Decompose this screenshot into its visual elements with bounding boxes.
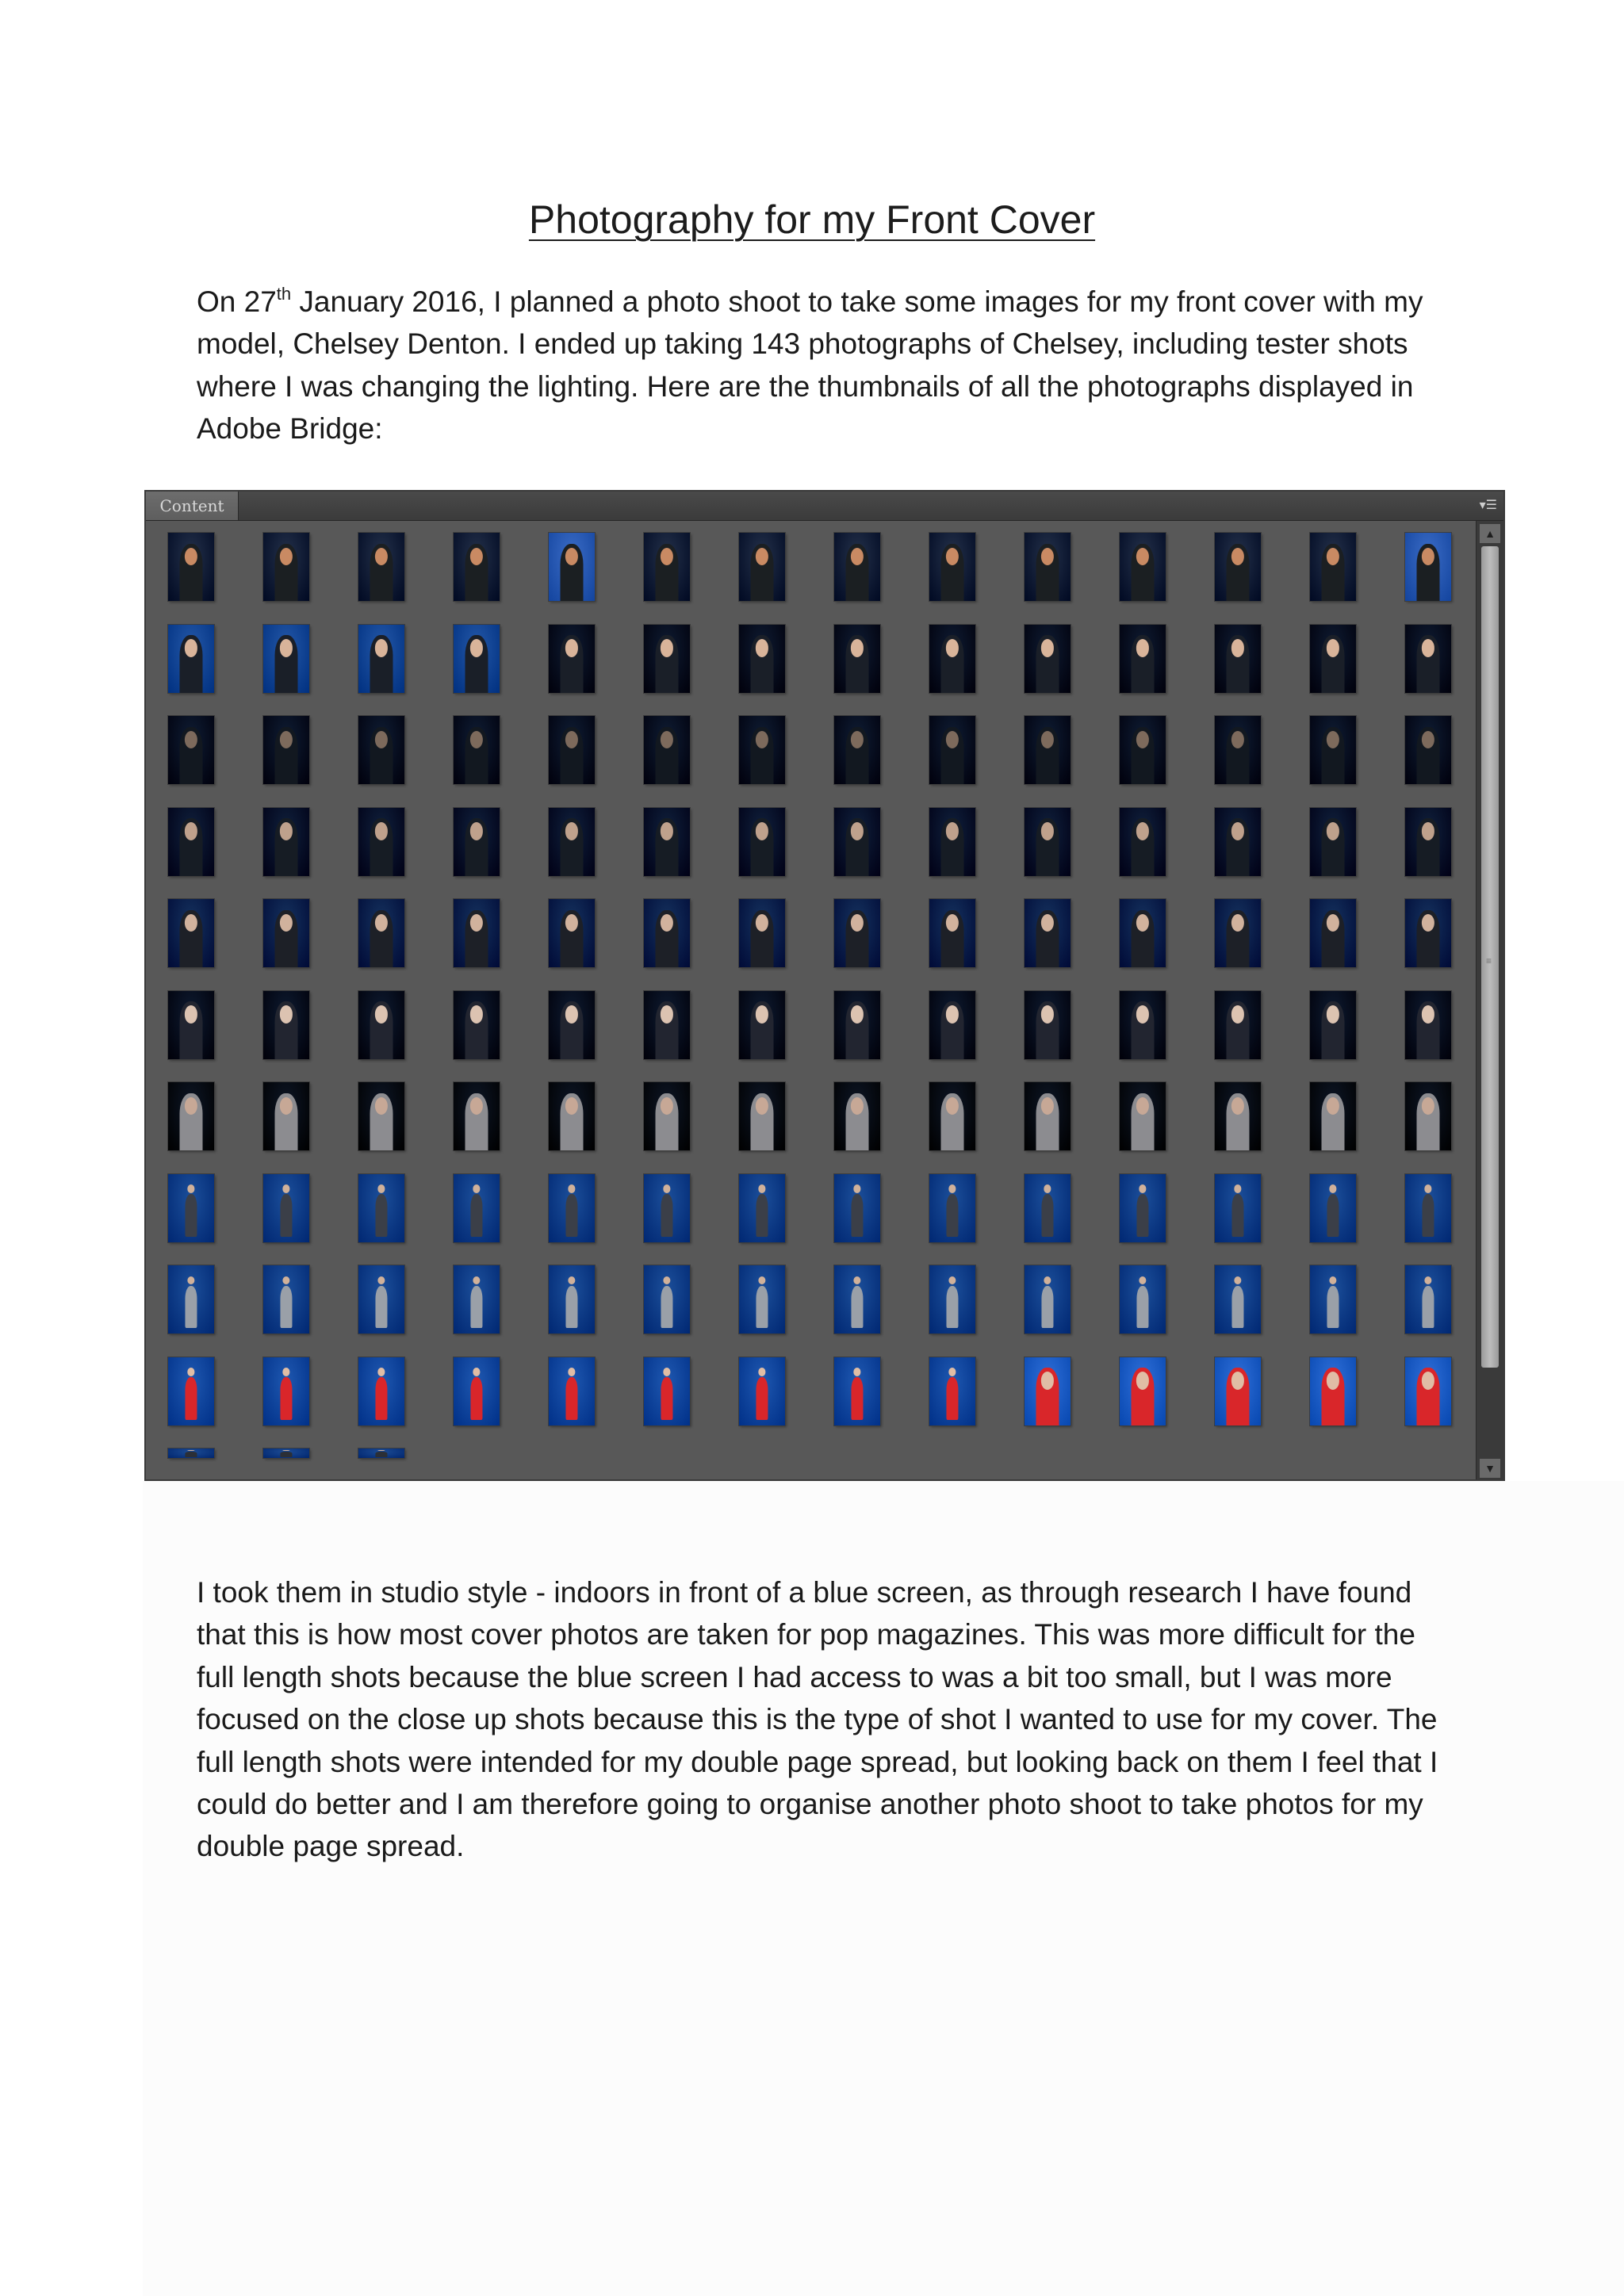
model-face <box>473 1368 480 1376</box>
photo-thumbnail[interactable] <box>1025 1082 1071 1150</box>
photo-thumbnail[interactable] <box>358 1082 404 1150</box>
photo-thumbnail[interactable] <box>454 533 500 601</box>
photo-thumbnail[interactable] <box>1025 899 1071 967</box>
photo-thumbnail[interactable] <box>168 991 214 1059</box>
photo-thumbnail[interactable] <box>1405 1357 1451 1425</box>
photo-thumbnail[interactable] <box>358 625 404 693</box>
model-figure <box>470 1194 482 1236</box>
photo-thumbnail[interactable] <box>1405 716 1451 784</box>
model-face <box>758 1276 765 1284</box>
photo-thumbnail[interactable] <box>834 808 880 876</box>
photo-thumbnail[interactable] <box>929 899 975 967</box>
photo-thumbnail[interactable] <box>263 533 309 601</box>
model-figure <box>565 1286 577 1328</box>
model-figure <box>185 1286 197 1328</box>
model-figure <box>280 1194 292 1236</box>
photo-thumbnail[interactable] <box>1120 533 1166 601</box>
photo-thumbnail[interactable] <box>1215 716 1261 784</box>
photo-thumbnail[interactable] <box>358 808 404 876</box>
model-face <box>1234 1276 1241 1284</box>
photo-thumbnail[interactable] <box>1120 625 1166 693</box>
photo-thumbnail[interactable] <box>644 1265 690 1334</box>
photo-thumbnail[interactable] <box>739 716 785 784</box>
model-figure <box>851 1377 863 1419</box>
photo-thumbnail[interactable] <box>1215 991 1261 1059</box>
model-figure <box>375 1286 387 1328</box>
photo-thumbnail[interactable] <box>1310 1265 1356 1334</box>
photo-thumbnail[interactable] <box>739 1082 785 1150</box>
photo-thumbnail[interactable] <box>739 625 785 693</box>
model-figure <box>1422 1194 1434 1236</box>
photo-thumbnail[interactable] <box>1025 625 1071 693</box>
model-face <box>1424 1184 1431 1192</box>
model-face <box>473 1276 480 1284</box>
model-figure <box>1231 1194 1243 1236</box>
photo-thumbnail[interactable] <box>834 1082 880 1150</box>
photo-thumbnail[interactable] <box>549 1174 595 1242</box>
model-figure <box>756 1286 768 1328</box>
photo-thumbnail[interactable] <box>834 899 880 967</box>
photo-thumbnail[interactable] <box>644 899 690 967</box>
photo-thumbnail[interactable] <box>263 1265 309 1334</box>
photo-thumbnail[interactable] <box>1215 1174 1261 1242</box>
model-face <box>377 1184 385 1192</box>
photo-thumbnail[interactable] <box>454 1082 500 1150</box>
photo-thumbnail[interactable] <box>168 1448 214 1458</box>
photo-thumbnail[interactable] <box>454 1265 500 1334</box>
photo-thumbnail[interactable] <box>1120 1174 1166 1242</box>
photo-thumbnail[interactable] <box>1405 1174 1451 1242</box>
model-face <box>948 1368 956 1376</box>
model-face <box>568 1368 575 1376</box>
model-face <box>758 1184 765 1192</box>
photo-thumbnail[interactable] <box>644 625 690 693</box>
model-face <box>853 1276 860 1284</box>
model-face <box>377 1368 385 1376</box>
photo-thumbnail[interactable] <box>549 991 595 1059</box>
photo-thumbnail[interactable] <box>168 1357 214 1425</box>
photo-thumbnail[interactable] <box>263 1082 309 1150</box>
photo-thumbnail[interactable] <box>454 899 500 967</box>
photo-thumbnail[interactable] <box>1405 1082 1451 1150</box>
photo-thumbnail[interactable] <box>929 625 975 693</box>
scrollbar-thumb[interactable] <box>1481 546 1499 1368</box>
photo-thumbnail[interactable] <box>739 533 785 601</box>
photo-thumbnail[interactable] <box>549 533 595 601</box>
photo-thumbnail[interactable] <box>1215 533 1261 601</box>
model-figure <box>1327 1194 1339 1236</box>
photo-thumbnail[interactable] <box>834 533 880 601</box>
photo-thumbnail[interactable] <box>358 991 404 1059</box>
model-figure <box>661 1194 672 1236</box>
photo-thumbnail[interactable] <box>454 625 500 693</box>
photo-thumbnail[interactable] <box>549 1082 595 1150</box>
model-figure <box>851 1286 863 1328</box>
photo-thumbnail[interactable] <box>929 716 975 784</box>
photo-thumbnail[interactable] <box>168 1174 214 1242</box>
photo-thumbnail[interactable] <box>739 991 785 1059</box>
photo-thumbnail[interactable] <box>454 1357 500 1425</box>
model-figure <box>185 1452 197 1457</box>
model-face <box>663 1276 670 1284</box>
model-figure <box>375 1452 387 1457</box>
photo-thumbnail[interactable] <box>1215 899 1261 967</box>
photo-thumbnail[interactable] <box>644 1082 690 1150</box>
photo-thumbnail[interactable] <box>1215 1357 1261 1425</box>
model-figure <box>1136 1194 1148 1236</box>
photo-thumbnail[interactable] <box>1310 991 1356 1059</box>
model-figure <box>1231 1286 1243 1328</box>
model-face <box>1139 1276 1146 1284</box>
model-figure <box>280 1377 292 1419</box>
photo-thumbnail[interactable] <box>1025 808 1071 876</box>
model-face <box>568 1184 575 1192</box>
photo-thumbnail[interactable] <box>1405 533 1451 601</box>
model-figure <box>756 1377 768 1419</box>
photo-thumbnail[interactable] <box>263 625 309 693</box>
scroll-up-arrow-icon[interactable]: ▲ <box>1480 524 1500 543</box>
photo-thumbnail[interactable] <box>1215 1265 1261 1334</box>
model-face <box>853 1184 860 1192</box>
intro-superscript: th <box>276 283 292 304</box>
photo-thumbnail[interactable] <box>644 808 690 876</box>
photo-thumbnail[interactable] <box>1405 991 1451 1059</box>
photo-thumbnail[interactable] <box>1310 808 1356 876</box>
photo-thumbnail[interactable] <box>1025 991 1071 1059</box>
photo-thumbnail[interactable] <box>549 716 595 784</box>
photo-thumbnail[interactable] <box>1120 1357 1166 1425</box>
model-figure <box>946 1286 958 1328</box>
photo-thumbnail[interactable] <box>1310 533 1356 601</box>
model-figure <box>470 1377 482 1419</box>
photo-thumbnail[interactable] <box>1120 808 1166 876</box>
scroll-down-arrow-icon[interactable]: ▼ <box>1480 1459 1500 1478</box>
photo-thumbnail[interactable] <box>929 1357 975 1425</box>
photo-thumbnail[interactable] <box>644 991 690 1059</box>
photo-thumbnail[interactable] <box>454 716 500 784</box>
photo-thumbnail[interactable] <box>929 533 975 601</box>
model-face <box>187 1184 194 1192</box>
model-face <box>282 1276 289 1284</box>
photo-thumbnail[interactable] <box>1025 533 1071 601</box>
photo-thumbnail[interactable] <box>1310 1174 1356 1242</box>
photo-thumbnail[interactable] <box>263 991 309 1059</box>
photo-thumbnail[interactable] <box>1215 1082 1261 1150</box>
photo-thumbnail[interactable] <box>358 899 404 967</box>
photo-thumbnail[interactable] <box>263 1448 309 1458</box>
photo-thumbnail[interactable] <box>454 1174 500 1242</box>
photo-thumbnail[interactable] <box>168 899 214 967</box>
photo-thumbnail[interactable] <box>263 1357 309 1425</box>
intro-text-start: On 27 <box>197 285 277 318</box>
photo-thumbnail[interactable] <box>1120 991 1166 1059</box>
photo-thumbnail[interactable] <box>929 1082 975 1150</box>
photo-thumbnail[interactable] <box>1405 1265 1451 1334</box>
model-face <box>1139 1184 1146 1192</box>
photo-thumbnail[interactable] <box>739 1265 785 1334</box>
thumbnail-grid <box>146 521 1478 1481</box>
photo-thumbnail[interactable] <box>1310 899 1356 967</box>
photo-thumbnail[interactable] <box>1120 1265 1166 1334</box>
photo-thumbnail[interactable] <box>1120 716 1166 784</box>
intro-text-rest: January 2016, I planned a photo shoot to take some images for my front cover with my model, Chelsey Denton. I ended up taking 143 photographs of Chelsey, including tester shots where I was changing the lighting. Here are the thumbnails of all the photographs displayed in Adobe Bridge: <box>197 285 1423 446</box>
intro-paragraph <box>197 281 1450 450</box>
photo-thumbnail[interactable] <box>358 716 404 784</box>
panel-header <box>146 492 1503 521</box>
model-face <box>948 1276 956 1284</box>
model-figure <box>1041 1194 1053 1236</box>
model-face <box>568 1276 575 1284</box>
model-face <box>758 1368 765 1376</box>
model-face <box>1424 1276 1431 1284</box>
photo-thumbnail[interactable] <box>168 808 214 876</box>
photo-thumbnail[interactable] <box>168 533 214 601</box>
grip-icon: ≡ <box>1486 955 1492 966</box>
model-figure <box>280 1286 292 1328</box>
model-figure <box>565 1377 577 1419</box>
model-figure <box>851 1194 863 1236</box>
photo-thumbnail[interactable] <box>644 1174 690 1242</box>
photo-thumbnail[interactable] <box>929 808 975 876</box>
photo-thumbnail[interactable] <box>358 1174 404 1242</box>
photo-thumbnail[interactable] <box>263 899 309 967</box>
photo-thumbnail[interactable] <box>1310 1357 1356 1425</box>
tab-content[interactable]: Content <box>146 492 239 520</box>
photo-thumbnail[interactable] <box>1025 716 1071 784</box>
model-face <box>663 1368 670 1376</box>
photo-thumbnail[interactable] <box>834 625 880 693</box>
photo-thumbnail[interactable] <box>1310 716 1356 784</box>
adobe-bridge-content-panel <box>144 490 1505 1481</box>
photo-thumbnail[interactable] <box>454 808 500 876</box>
photo-thumbnail[interactable] <box>549 625 595 693</box>
model-face <box>282 1368 289 1376</box>
page-title: Photography for my Front Cover <box>528 197 1096 242</box>
photo-thumbnail[interactable] <box>1120 899 1166 967</box>
photo-thumbnail[interactable] <box>1215 808 1261 876</box>
photo-thumbnail[interactable] <box>549 899 595 967</box>
photo-thumbnail[interactable] <box>644 716 690 784</box>
vertical-scrollbar[interactable] <box>1476 521 1503 1481</box>
model-face <box>187 1368 194 1376</box>
model-figure <box>661 1377 672 1419</box>
photo-thumbnail[interactable] <box>834 1265 880 1334</box>
model-figure <box>565 1194 577 1236</box>
photo-thumbnail[interactable] <box>1120 1082 1166 1150</box>
photo-thumbnail[interactable] <box>263 808 309 876</box>
model-face <box>1329 1276 1336 1284</box>
photo-thumbnail[interactable] <box>454 991 500 1059</box>
photo-thumbnail[interactable] <box>1310 1082 1356 1150</box>
model-figure <box>946 1194 958 1236</box>
photo-thumbnail[interactable] <box>739 808 785 876</box>
model-figure <box>946 1377 958 1419</box>
photo-thumbnail[interactable] <box>168 1265 214 1334</box>
model-figure <box>1327 1286 1339 1328</box>
photo-thumbnail[interactable] <box>834 1357 880 1425</box>
model-face <box>948 1184 956 1192</box>
photo-thumbnail[interactable] <box>1310 625 1356 693</box>
photo-thumbnail[interactable] <box>549 1357 595 1425</box>
model-figure <box>1422 1286 1434 1328</box>
photo-thumbnail[interactable] <box>358 1357 404 1425</box>
photo-thumbnail[interactable] <box>168 1082 214 1150</box>
photo-thumbnail[interactable] <box>1405 808 1451 876</box>
model-figure <box>1041 1286 1053 1328</box>
photo-thumbnail[interactable] <box>739 899 785 967</box>
model-face <box>663 1184 670 1192</box>
body-paragraph: I took them in studio style - indoors in front of a blue screen, as through research I have found that this is how most cover photos are taken for pop magazines. This was more difficult for the full length shots because the blue screen I had access to was a bit too small, but I was more focused on the close up shots because this is the type of shot I wanted to use for my cover. The full length shots were intended for my double page spread, but looking back on them I feel that I could do better and I am therefore going to organise another photo shoot to take photos for my double page spread. <box>197 1576 1438 1863</box>
model-face <box>1044 1184 1051 1192</box>
photo-thumbnail[interactable] <box>834 991 880 1059</box>
photo-thumbnail[interactable] <box>263 716 309 784</box>
model-figure <box>280 1452 292 1457</box>
photo-thumbnail[interactable] <box>1025 1265 1071 1334</box>
model-figure <box>185 1377 197 1419</box>
model-figure <box>375 1377 387 1419</box>
photo-thumbnail[interactable] <box>929 1265 975 1334</box>
photo-thumbnail[interactable] <box>929 991 975 1059</box>
model-face <box>853 1368 860 1376</box>
photo-thumbnail[interactable] <box>358 1265 404 1334</box>
photo-thumbnail[interactable] <box>358 1448 404 1458</box>
model-figure <box>470 1286 482 1328</box>
model-face <box>377 1276 385 1284</box>
photo-thumbnail[interactable] <box>739 1357 785 1425</box>
photo-thumbnail[interactable] <box>549 1265 595 1334</box>
photo-thumbnail[interactable] <box>929 1174 975 1242</box>
photo-thumbnail[interactable] <box>1405 899 1451 967</box>
photo-thumbnail[interactable] <box>263 1174 309 1242</box>
photo-thumbnail[interactable] <box>168 716 214 784</box>
photo-thumbnail[interactable] <box>168 625 214 693</box>
model-figure <box>756 1194 768 1236</box>
model-face <box>282 1184 289 1192</box>
model-face <box>1044 1276 1051 1284</box>
photo-thumbnail[interactable] <box>358 533 404 601</box>
model-figure <box>1136 1286 1148 1328</box>
photo-thumbnail[interactable] <box>1215 625 1261 693</box>
model-face <box>1234 1184 1241 1192</box>
model-figure <box>375 1194 387 1236</box>
photo-thumbnail[interactable] <box>1025 1357 1071 1425</box>
photo-thumbnail[interactable] <box>549 808 595 876</box>
model-figure <box>185 1194 197 1236</box>
photo-thumbnail[interactable] <box>1405 625 1451 693</box>
model-face <box>187 1276 194 1284</box>
photo-thumbnail[interactable] <box>834 716 880 784</box>
photo-thumbnail[interactable] <box>834 1174 880 1242</box>
photo-thumbnail[interactable] <box>1025 1174 1071 1242</box>
photo-thumbnail[interactable] <box>739 1174 785 1242</box>
photo-thumbnail[interactable] <box>644 1357 690 1425</box>
model-face <box>473 1184 480 1192</box>
model-figure <box>661 1286 672 1328</box>
photo-thumbnail[interactable] <box>644 533 690 601</box>
model-face <box>1329 1184 1336 1192</box>
panel-menu-icon[interactable]: ▾☰ <box>1479 499 1497 512</box>
